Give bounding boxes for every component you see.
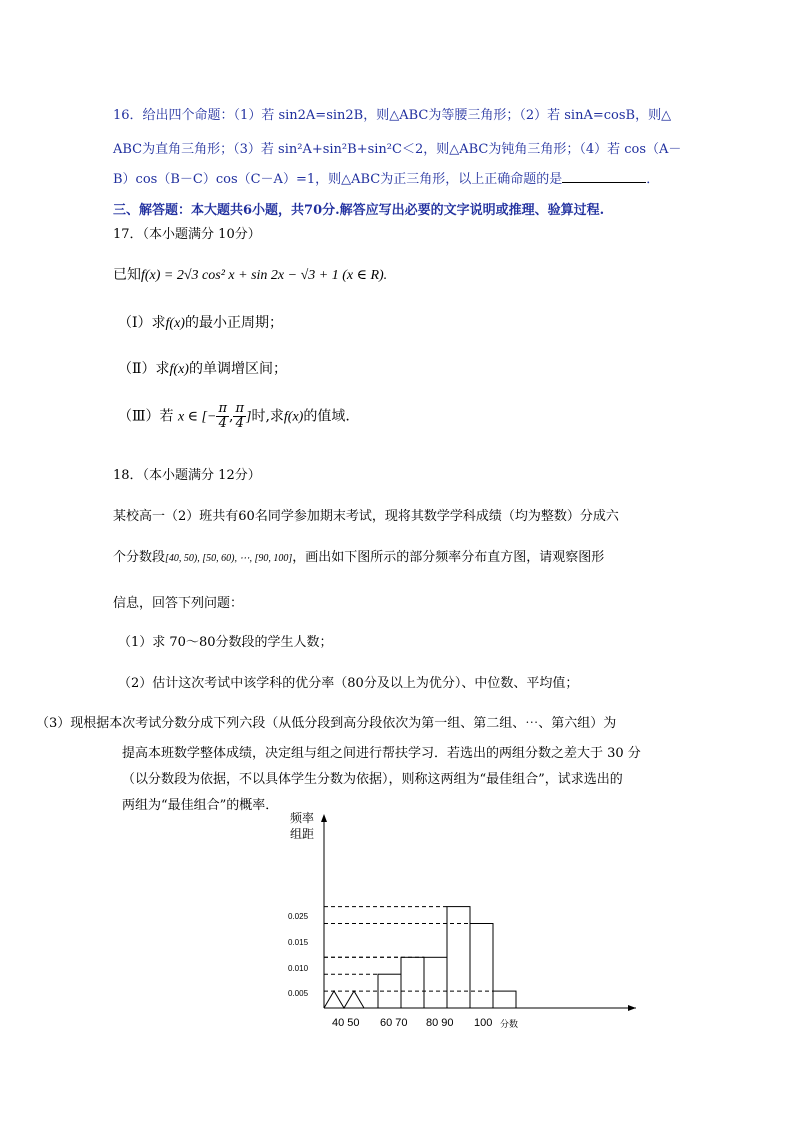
y-tick-label: 0.025 (288, 912, 309, 921)
x-axis-label: 分数 (500, 1019, 519, 1029)
histogram-bar (493, 991, 516, 1008)
q17-given-label: 已知 (113, 267, 141, 283)
histogram-bar (470, 924, 493, 1009)
frac-den: 4 (235, 416, 244, 431)
q17-part3-label: （Ⅲ）若 (118, 408, 174, 425)
q17-part1-label: （Ⅰ）求 (118, 315, 166, 331)
x-tick-label: 100 (474, 1017, 493, 1029)
pi-over-4 (233, 402, 246, 431)
q17-formula: f(x) = 2√3 cos² x + sin 2x − √3 + 1 (x ∈ R). (141, 268, 388, 283)
q18-heading: 18．（本小题满分 12分） (113, 468, 261, 483)
q17-part3-fx: f(x) (283, 409, 304, 425)
q18-text2 (113, 546, 604, 565)
histogram-bar (401, 957, 424, 1008)
q17-part3-x: x ∈ [− (177, 409, 217, 425)
q17-part1-fx: f(x) (165, 316, 185, 331)
q18-text2-a: 个分数段 (113, 550, 166, 565)
q17-part1 (118, 312, 283, 332)
q17-given (113, 264, 387, 284)
q17-part3-text: 的值域. (303, 408, 350, 425)
q17-part2-label: （Ⅱ）求 (118, 361, 170, 377)
q16-line2: ABC为直角三角形；（3）若 sin²A+sin²B+sin²C＜2，则△ABC为钝角三角形；（4）若 cos（A－ (113, 142, 682, 157)
x-tick-label: 60 70 (380, 1017, 408, 1029)
y-tick-label: 0.005 (288, 989, 309, 998)
q18-text2-b: ，画出如下图所示的部分频率分布直方图，请观察图形 (292, 550, 605, 565)
neg-pi-over-4 (216, 402, 229, 431)
x-tick-label: 80 90 (426, 1017, 454, 1029)
q18-text3: 信息，回答下列问题： (113, 596, 244, 611)
frac-den: 4 (218, 416, 227, 431)
q18-part3-line3: （以分数段为依据，不以具体学生分数为依据），则称这两组为“最佳组合”，试求选出的 (122, 772, 623, 787)
x-axis-arrow (628, 1005, 636, 1011)
x-tick-label: 40 50 (332, 1017, 360, 1029)
q17-part2-text: 的单调增区间； (188, 361, 287, 377)
frac-num: π (218, 401, 227, 416)
histogram-bar (424, 957, 447, 1008)
q16-line1: 16．给出四个命题：（1）若 sin2A=sin2B，则△ABC为等腰三角形；（2）若 sinA=cosB，则△ (113, 108, 672, 123)
axis-break-zigzag (324, 991, 364, 1008)
q18-part1: （1）求 70～80分数段的学生人数； (118, 635, 333, 650)
frac-num: π (235, 401, 244, 416)
q17-part2-fx: f(x) (169, 362, 189, 377)
score-intervals: [40, 50), [50, 60), ⋯, [90, 100] (165, 553, 293, 564)
bracket-close: ] (246, 409, 252, 425)
q16-line3-text: B）cos（B－C）cos（C－A）=1，则△ABC为正三角形，以上正确命题的是 (113, 172, 563, 187)
q17-part2 (118, 358, 287, 378)
q18-part3-line2: 提高本班数学整体成绩，决定组与组之间进行帮扶学习．若选出的两组分数之差大于 30 分 (122, 746, 641, 761)
q17-part3 (118, 402, 350, 431)
q18-part3-line4: 两组为“最佳组合”的概率． (122, 798, 279, 813)
q16-line3-end: ． (646, 172, 660, 187)
y-axis-label-top: 频率 (290, 811, 315, 825)
q18-text1: 某校高一（2）班共有60名同学参加期末考试，现将其数学学科成绩（均为整数）分成六 (113, 509, 619, 524)
q18-part3-line1: （3）现根据本次考试分数分成下列六段（从低分段到高分段依次为第一组、第二组、⋯、第六组）为 (36, 716, 617, 731)
histogram-bar (447, 907, 470, 1008)
comma: , (229, 408, 234, 425)
y-axis-label-bottom: 组距 (290, 827, 315, 841)
y-axis-arrow (321, 814, 327, 822)
frequency-histogram (280, 808, 650, 1038)
q18-part2: （2）估计这次考试中该学科的优分率（80分及以上为优分）、中位数、平均值； (118, 676, 579, 691)
q17-part3-mid: 时,求 (251, 408, 284, 425)
q17-part1-text: 的最小正周期； (184, 315, 283, 331)
q17-heading: 17．（本小题满分 10分） (113, 227, 261, 242)
y-tick-label: 0.010 (288, 964, 309, 973)
answer-blank (562, 170, 646, 183)
y-tick-label: 0.015 (288, 938, 309, 947)
section-heading: 三、解答题：本大题共6小题，共70分.解答应写出必要的文字说明或推理、验算过程. (113, 203, 605, 218)
q16-line3 (113, 168, 659, 187)
